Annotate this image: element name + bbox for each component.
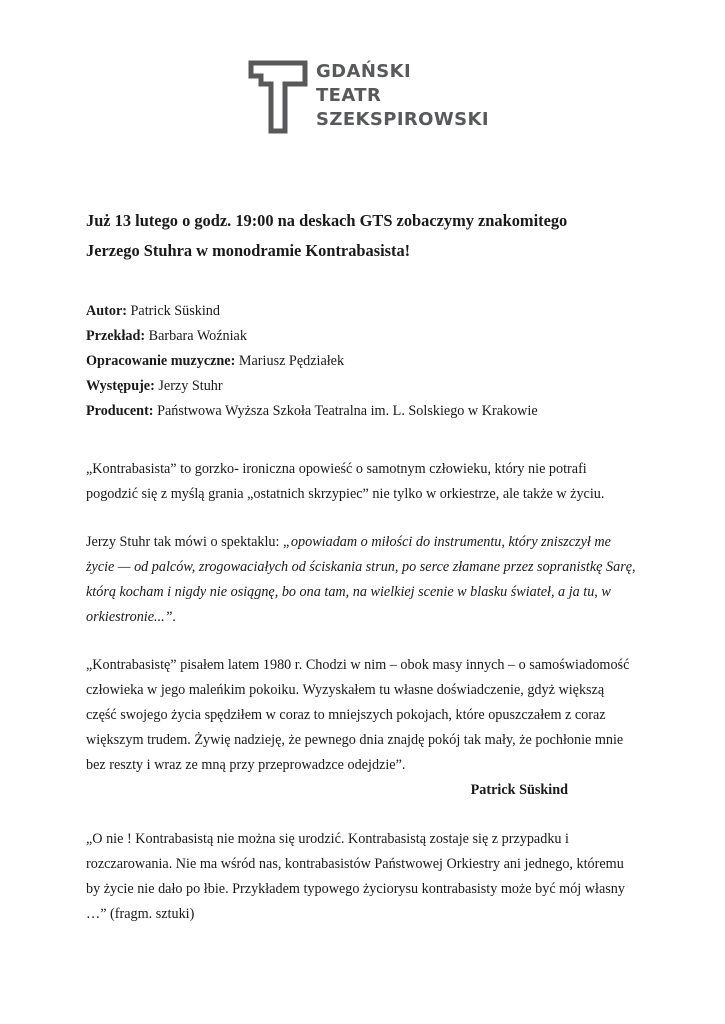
credit-value: Barbara Woźniak	[145, 328, 247, 344]
credit-translation	[86, 324, 638, 349]
headline-line-1: Już 13 lutego o godz. 19:00 na deskach GTS zobaczymy znakomitego	[86, 211, 568, 230]
actor-quote-paragraph	[86, 530, 638, 630]
credit-producer	[86, 399, 638, 424]
play-fragment-paragraph: „O nie ! Kontrabasistą nie można się urodzić. Kontrabasistą zostaje się z przypadku i rozczarowania. Nie ma wśród nas, kontrabasistów Państwowej Orkiestry ani jednego, któremu by życie nie dało po łbie. Przykładem typowego życiorysu kontrabasisty może być mój własny …” (fragm. sztuki)	[86, 831, 625, 922]
actor-quote-intro: Jerzy Stuhr tak mówi o spektaklu:	[86, 534, 284, 550]
credit-value: Jerzy Stuhr	[154, 378, 223, 394]
credit-performer	[86, 374, 638, 399]
logo-line-3: SZEKSPIROWSKI	[316, 109, 489, 130]
credit-author	[86, 299, 638, 324]
headline-line-2: Jerzego Stuhra w monodramie Kontrabasista!	[86, 241, 411, 260]
actor-quote: „opowiadam o miłości do instrumentu, który zniszczył me życie — od palców, zrogowaciałych od ściskania strun, po serce złamane przez sopranistkę Sarę, którą kocham i nigdy nie osiągnę, bo ona tam, na wielkiej scenie w blasku świateł, a ja tu, w orkiestronie...”.	[86, 534, 636, 625]
author-quote-paragraph: „Kontrabasistę” pisałem latem 1980 r. Chodzi w nim – obok masy innych – o samoświadomość człowieka w jego maleńkim pokoiku. Wyzyskałem tu własne doświadczenie, gdyż większą część swojego życia spędziłem w coraz to mniejszych pokojach, które opuszczałem z coraz większym trudem. Żywię nadzieję, że pewnego dnia znajdę pokój tak mały, że pochłonie mnie bez reszty i wraz ze mną przy przeprowadzce odejdzie”.	[86, 657, 630, 773]
logo-line-2: TEATR	[316, 85, 382, 106]
logo-wordmark	[316, 60, 496, 132]
credit-label: Przekład:	[86, 328, 146, 344]
gts-t-logo-icon	[248, 60, 308, 134]
author-signature: Patrick Süskind	[470, 782, 568, 798]
synopsis-paragraph: „Kontrabasista” to gorzko- ironiczna opowieść o samotnym człowieku, który nie potrafi pogodzić się z myślą grania „ostatnich skrzypiec” nie tylko w orkiestrze, ale także w życiu.	[86, 461, 605, 502]
headline	[86, 206, 638, 266]
credit-value: Mariusz Pędziałek	[235, 353, 345, 369]
credit-value: Patrick Süskind	[126, 303, 220, 319]
credit-label: Występuje:	[86, 378, 155, 394]
credit-label: Producent:	[86, 403, 154, 419]
credit-music	[86, 349, 638, 374]
logo-line-1: GDAŃSKI	[316, 61, 412, 82]
credits-list	[86, 299, 638, 424]
credit-label: Autor:	[86, 303, 127, 319]
press-release-body	[86, 206, 638, 927]
credit-value: Państwowa Wyższa Szkoła Teatralna im. L. Solskiego w Krakowie	[153, 403, 538, 419]
credit-label: Opracowanie muzyczne:	[86, 353, 236, 369]
